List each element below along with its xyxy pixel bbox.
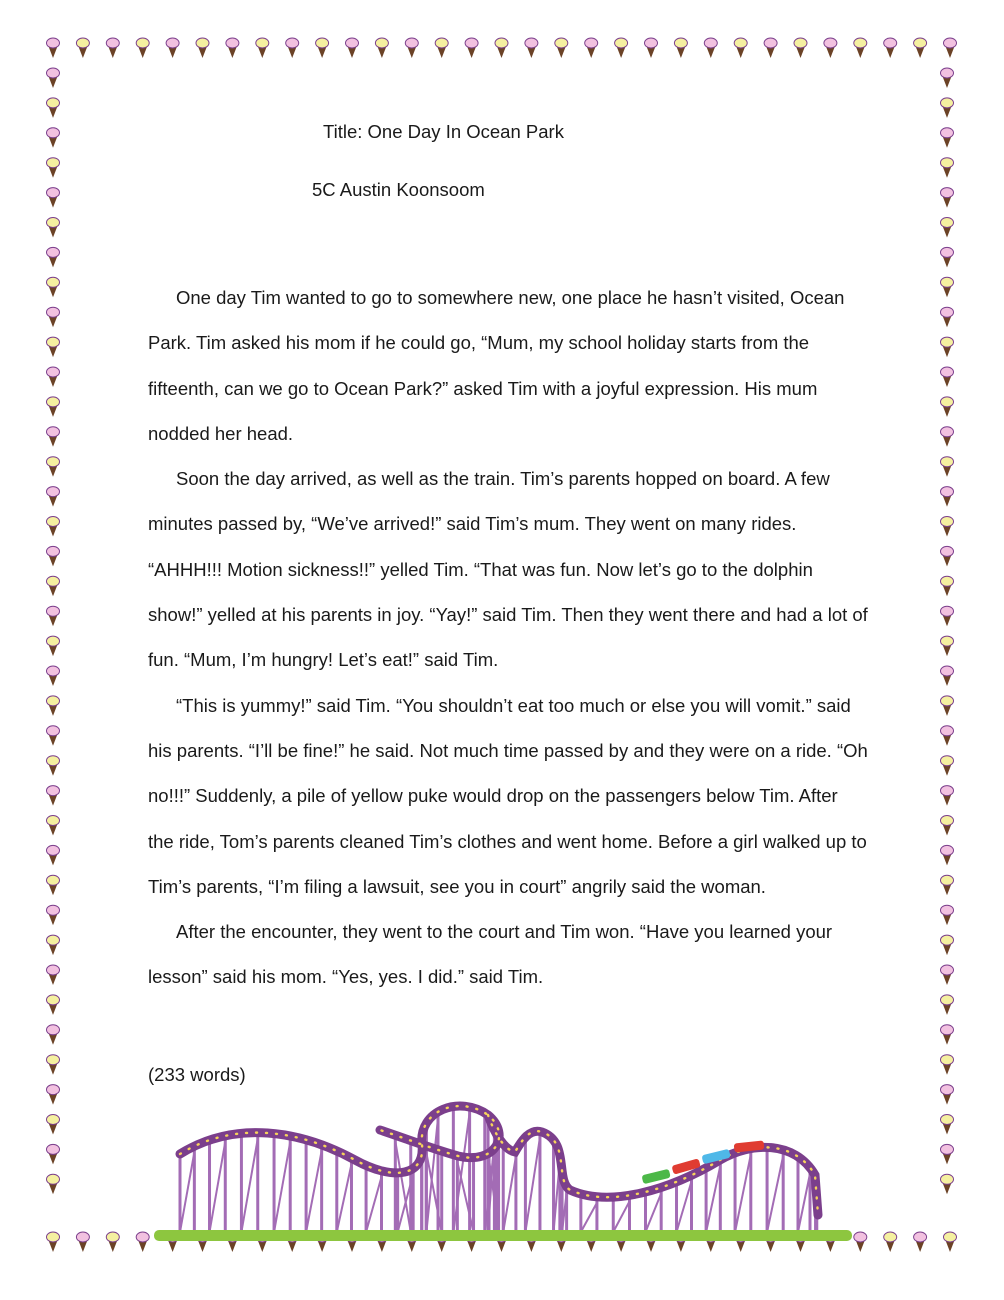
ice-cream-cone-icon [47, 636, 60, 656]
ice-cream-cone-icon [941, 756, 954, 776]
ice-cream-cone-icon [941, 576, 954, 596]
coaster-support-brace [366, 1177, 381, 1232]
ice-cream-cone-icon [941, 397, 954, 417]
ice-cream-cone-icon [47, 1055, 60, 1075]
ice-cream-cone-icon [941, 367, 954, 387]
coaster-support-brace [453, 1113, 469, 1232]
ice-cream-cone-icon [941, 188, 954, 208]
ice-cream-cone-icon [941, 995, 954, 1015]
story-paragraph-1: One day Tim wanted to go to somewhere new, one place he hasn’t visited, Ocean Park. Tim asked his mom if he could go, “Mum, my school holiday starts from the fifteenth, can we go to Ocean Park?” asked Tim with a joyful expression. His mum nodded her head. [148, 287, 845, 444]
ice-cream-cone-icon [47, 277, 60, 297]
ice-cream-cone-icon [941, 546, 954, 566]
ice-cream-cone-icon [47, 696, 60, 716]
ice-cream-cone-icon [47, 935, 60, 955]
ice-cream-cone-icon [764, 38, 777, 58]
ice-cream-cone-icon [47, 427, 60, 447]
ice-cream-cone-icon [525, 38, 538, 58]
ice-cream-cone-icon [47, 1085, 60, 1105]
ice-cream-cone-icon [47, 756, 60, 776]
ice-cream-cone-icon [645, 38, 658, 58]
word-count: (233 words) [148, 1064, 246, 1085]
ice-cream-cone-icon [941, 427, 954, 447]
ice-cream-cone-icon [375, 38, 388, 58]
ice-cream-cone-icon [941, 606, 954, 626]
ice-cream-cone-icon [47, 786, 60, 806]
ice-cream-cone-icon [47, 457, 60, 477]
story-paragraph-3: “This is yummy!” said Tim. “You shouldn’t eat too much or else you will vomit.” said his parents. “I’ll be fine!” he said. Not much time passed by and they were on a ride. “Oh no!!!” Suddenly, a pile of yellow puke would drop on the passengers below Tim. After the ride, Tom’s parents cleaned Tim’s clothes and went home. Before a girl walked up to Tim’s parents, “I’m filing a lawsuit, see you in court” angrily said the woman. [148, 694, 868, 897]
ice-cream-cone-icon [47, 576, 60, 596]
ice-cream-cone-icon [405, 38, 418, 58]
ice-cream-cone-icon [914, 38, 927, 58]
ice-cream-cone-icon [495, 38, 508, 58]
ice-cream-cone-icon [226, 38, 239, 58]
coaster-support-brace [337, 1164, 352, 1232]
ice-cream-cone-icon [47, 1232, 60, 1252]
ice-cream-cone-icon [47, 517, 60, 537]
ice-cream-cone-icon [941, 487, 954, 507]
ice-cream-cone-icon [47, 995, 60, 1015]
ice-cream-cone-icon [47, 875, 60, 895]
ice-cream-cone-icon [585, 38, 598, 58]
coaster-support-brace [613, 1201, 629, 1232]
ice-cream-cone-icon [166, 38, 179, 58]
ice-cream-cone-icon [941, 965, 954, 985]
ice-cream-cone-icon [47, 726, 60, 746]
coaster-support-brace [180, 1152, 194, 1232]
ice-cream-cone-icon [47, 337, 60, 357]
coaster-support-brace [210, 1142, 226, 1232]
ice-cream-cone-icon [941, 68, 954, 88]
ice-cream-cone-icon [47, 98, 60, 118]
roller-coaster-illustration [150, 1090, 860, 1250]
ice-cream-cone-icon [47, 158, 60, 178]
ice-cream-cone-icon [941, 726, 954, 746]
ice-cream-cone-icon [941, 786, 954, 806]
ice-cream-cone-icon [941, 636, 954, 656]
ice-cream-cone-icon [76, 1232, 89, 1252]
ground-strip [154, 1230, 852, 1241]
ice-cream-cone-icon [47, 247, 60, 267]
ice-cream-cone-icon [316, 38, 329, 58]
ice-cream-cone-icon [47, 218, 60, 238]
story-paragraph-2: Soon the day arrived, as well as the train. Tim’s parents hopped on board. A few minutes passed by, “We’ve arrived!” said Tim’s mum. They went on many rides. “AHHH!!! Motion sickness!!” yelled Tim. “That was fun. Now let’s go to the dolphin show!” yelled at his parents in joy. “Yay!” said Tim. Then they went there and had a lot of fun. “Mum, I’m hungry! Let’s eat!” said Tim. [148, 468, 868, 671]
ice-cream-cone-icon [47, 397, 60, 417]
ice-cream-cone-icon [47, 188, 60, 208]
ice-cream-cone-icon [286, 38, 299, 58]
ice-cream-cone-icon [941, 158, 954, 178]
ice-cream-cone-icon [941, 1085, 954, 1105]
ice-cream-cone-icon [854, 38, 867, 58]
author-line: 5C Austin Koonsoom [312, 179, 485, 200]
ice-cream-cone-icon [47, 1144, 60, 1164]
ice-cream-cone-icon [47, 1115, 60, 1135]
coaster-support-brace [677, 1181, 692, 1232]
ice-cream-cone-icon [941, 845, 954, 865]
ice-cream-cone-icon [674, 38, 687, 58]
ice-cream-cone-icon [941, 1144, 954, 1164]
ice-cream-cone-icon [941, 307, 954, 327]
ice-cream-cone-icon [465, 38, 478, 58]
ice-cream-cone-icon [47, 905, 60, 925]
ice-cream-cone-icon [941, 935, 954, 955]
coaster-support-brace [525, 1137, 540, 1232]
ice-cream-cone-icon [941, 1055, 954, 1075]
ice-cream-cone-icon [941, 1174, 954, 1194]
coaster-support-brace [767, 1156, 783, 1232]
ice-cream-cone-icon [941, 666, 954, 686]
ice-cream-cone-icon [941, 816, 954, 836]
ice-cream-cone-icon [47, 367, 60, 387]
ice-cream-cone-icon [136, 38, 149, 58]
coaster-support-brace [503, 1156, 516, 1232]
ice-cream-cone-icon [47, 1174, 60, 1194]
ice-cream-cone-icon [941, 1025, 954, 1045]
ice-cream-cone-icon [47, 487, 60, 507]
ice-cream-cone-icon [47, 1025, 60, 1045]
ice-cream-cone-icon [435, 38, 448, 58]
ice-cream-cone-icon [47, 965, 60, 985]
ice-cream-cone-icon [941, 875, 954, 895]
ice-cream-cone-icon [941, 696, 954, 716]
ice-cream-cone-icon [944, 38, 957, 58]
ice-cream-cone-icon [47, 38, 60, 58]
story-body [148, 275, 868, 1000]
coaster-support-brace [735, 1155, 751, 1232]
ice-cream-cone-icon [47, 816, 60, 836]
ice-cream-cone-icon [346, 38, 359, 58]
ice-cream-cone-icon [734, 38, 747, 58]
ice-cream-cone-icon [914, 1232, 927, 1252]
ice-cream-cone-icon [615, 38, 628, 58]
ice-cream-cone-icon [555, 38, 568, 58]
ice-cream-cone-icon [941, 1115, 954, 1135]
ice-cream-cone-icon [47, 128, 60, 148]
ice-cream-cone-icon [941, 457, 954, 477]
coaster-support-brace [306, 1151, 322, 1232]
ice-cream-cone-icon [47, 845, 60, 865]
coaster-support-brace [581, 1203, 597, 1232]
ice-cream-cone-icon [884, 1232, 897, 1252]
story-paragraph-4: After the encounter, they went to the court and Tim won. “Have you learned your lesson” said his mom. “Yes, yes. I did.” said Tim. [148, 921, 833, 988]
coaster-support-brace [274, 1142, 290, 1232]
story-title: Title: One Day In Ocean Park [323, 121, 564, 142]
ice-cream-cone-icon [47, 68, 60, 88]
ice-cream-cone-icon [941, 905, 954, 925]
coaster-support-brace [241, 1139, 257, 1232]
ice-cream-cone-icon [941, 277, 954, 297]
ice-cream-cone-icon [47, 666, 60, 686]
ice-cream-cone-icon [136, 1232, 149, 1252]
coaster-support-brace [426, 1118, 438, 1232]
ice-cream-cone-icon [941, 98, 954, 118]
ice-cream-cone-icon [944, 1232, 957, 1252]
ice-cream-cone-icon [256, 38, 269, 58]
ice-cream-cone-icon [106, 38, 119, 58]
ice-cream-cone-icon [76, 38, 89, 58]
ice-cream-cone-icon [941, 337, 954, 357]
ice-cream-cone-icon [941, 218, 954, 238]
ice-cream-cone-icon [47, 606, 60, 626]
coaster-support-brace [706, 1166, 720, 1232]
ice-cream-cone-icon [884, 38, 897, 58]
ice-cream-cone-icon [794, 38, 807, 58]
ice-cream-cone-icon [941, 128, 954, 148]
ice-cream-cone-icon [47, 546, 60, 566]
ice-cream-cone-icon [196, 38, 209, 58]
ice-cream-cone-icon [824, 38, 837, 58]
ice-cream-cone-icon [941, 517, 954, 537]
ice-cream-cone-icon [941, 247, 954, 267]
ice-cream-cone-icon [106, 1232, 119, 1252]
coaster-support-brace [645, 1193, 661, 1232]
ice-cream-cone-icon [47, 307, 60, 327]
ice-cream-cone-icon [704, 38, 717, 58]
coaster-support-brace [798, 1174, 810, 1232]
